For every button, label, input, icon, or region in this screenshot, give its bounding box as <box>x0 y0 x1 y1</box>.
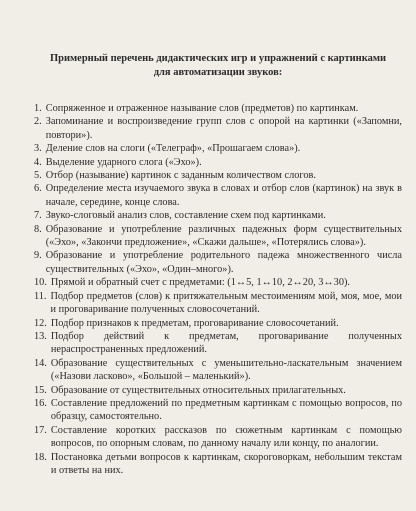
item-number: 10. <box>34 277 47 289</box>
item-text: Образование от существительных относительных прилагательных. <box>50 384 346 396</box>
list-item <box>34 142 402 155</box>
item-number: 5. <box>34 170 42 182</box>
item-number: 7. <box>34 210 42 222</box>
item-number: 18. <box>34 451 47 463</box>
list-item <box>34 317 402 330</box>
list-item <box>34 330 402 357</box>
list-item <box>34 223 402 250</box>
list-item <box>34 156 402 169</box>
item-number: 2. <box>34 116 42 128</box>
item-number: 6. <box>34 183 42 195</box>
item-number: 8. <box>34 223 42 235</box>
page-title <box>34 52 402 80</box>
list-item <box>34 115 402 142</box>
list-item <box>34 102 402 115</box>
item-text: Выделение ударного слога («Эхо»). <box>45 156 202 168</box>
item-number: 11. <box>34 290 47 302</box>
list-item <box>34 169 402 182</box>
list-item <box>34 357 402 384</box>
item-number: 3. <box>34 143 42 155</box>
item-number: 15. <box>34 384 47 396</box>
list-item <box>34 397 402 424</box>
page-title-line-1: Примерный перечень дидактических игр и упражнений с картинками <box>49 53 387 64</box>
item-number: 1. <box>34 103 42 114</box>
list-item <box>34 276 402 289</box>
item-text: Звуко-слоговый анализ слов, составление схем под картинками. <box>45 210 326 222</box>
item-text: Составление предложений по предметным картинкам с помощью вопросов, по образцу, самостоятельно. <box>50 397 402 423</box>
list-item <box>34 384 402 397</box>
list-item <box>34 290 402 317</box>
item-text: Подбор действий к предметам, проговаривание полученных нераспространенных предложений. <box>50 330 402 356</box>
item-text: Запоминание и воспроизведение групп слов с опорой на картинки («Запомни, повтори»). <box>45 116 402 141</box>
list-item <box>34 182 402 209</box>
item-text: Отбор (называние) картинок с заданным количеством слогов. <box>45 170 316 182</box>
item-number: 9. <box>34 250 42 262</box>
list-item <box>34 451 402 478</box>
item-text: Подбор признаков к предметам, проговаривание словосочетаний. <box>50 317 339 329</box>
page-title-line-2: для автоматизации звуков: <box>153 67 283 78</box>
item-text: Сопряженное и отраженное называние слов (предметов) по картинкам. <box>45 103 359 114</box>
item-text: Составление коротких рассказов по сюжетным картинкам с помощью вопросов, по опорным словам, по данному началу или концу, по аналогии. <box>50 424 402 450</box>
item-text: Подбор предметов (слов) к притяжательным местоимениям мой, моя, мое, мои и проговаривание полученных словосочетаний. <box>50 290 402 316</box>
item-number: 4. <box>34 156 42 168</box>
item-number: 12. <box>34 317 47 329</box>
list-item <box>34 209 402 222</box>
item-text: Образование и употребление различных падежных форм существительных («Эхо», «Закончи предложение», «Скажи дальше», «Потерялись слова»). <box>45 223 402 249</box>
item-number: 13. <box>34 330 47 342</box>
item-text: Постановка детьми вопросов к картинкам, скороговоркам, небольшим текстам и ответы на них. <box>50 451 402 476</box>
item-number: 16. <box>34 397 47 409</box>
list-item <box>34 424 402 451</box>
games-list <box>34 102 402 477</box>
item-text: Образование и употребление родительного падежа множественного числа существительных («Эхо», «Один–много»). <box>45 250 402 275</box>
item-text: Деление слов на слоги («Телеграф», «Прошагаем слова»). <box>45 143 301 155</box>
item-text: Образование существительных с уменьшительно-ласкательным значением («Назови ласково», «Большой – маленький»). <box>50 357 402 383</box>
list-item <box>34 249 402 276</box>
item-number: 17. <box>34 424 47 436</box>
item-text: Определение места изучаемого звука в словах и отбор слов (картинок) на звук в начале, середине, конце слова. <box>45 183 402 208</box>
item-number: 14. <box>34 357 47 369</box>
item-text: Прямой и обратный счет с предметами: (1↔5, 1↔10, 2↔20, 3↔30). <box>50 277 350 289</box>
